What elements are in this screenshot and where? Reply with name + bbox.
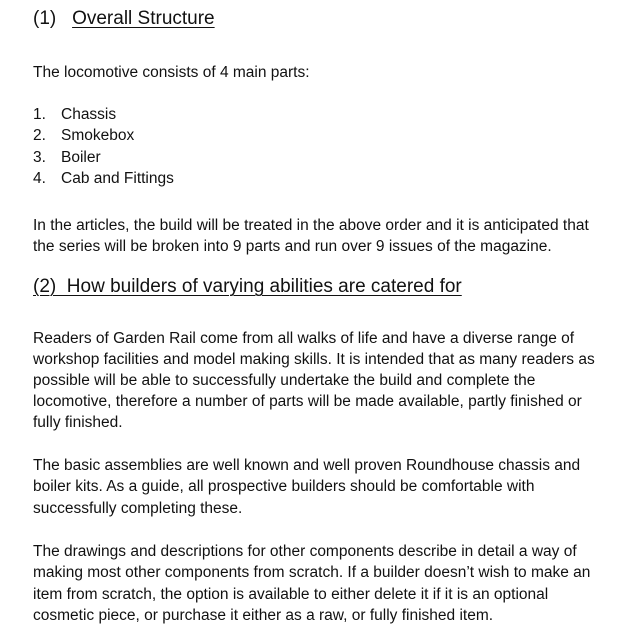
paragraph-line: locomotive, therefore a number of parts will be made available, partly finished or <box>33 393 582 410</box>
list-number: 1. <box>33 106 46 123</box>
list-label: Boiler <box>61 149 101 166</box>
list-number: 2. <box>33 127 46 144</box>
section-number: (1) <box>33 8 57 29</box>
list-item <box>33 104 116 126</box>
paragraph-line: successfully completing these. <box>33 500 243 517</box>
list-label: Smokebox <box>61 127 135 144</box>
paragraph-line: workshop facilities and model making skills. It is intended that as many readers as <box>33 351 595 368</box>
section-title: (2) How builders of varying abilities are catered for <box>33 276 462 297</box>
section-title: Overall Structure <box>72 8 215 29</box>
list-number: 3. <box>33 149 46 166</box>
paragraph-line: making most other components from scratch. If a builder doesn’t wish to make an <box>33 564 591 581</box>
paragraph-line: In the articles, the build will be treated in the above order and it is anticipated that <box>33 217 589 234</box>
section-2-heading <box>33 276 462 298</box>
list-item <box>33 147 101 169</box>
list-item <box>33 168 174 190</box>
list-label: Cab and Fittings <box>61 170 174 187</box>
list-label: Chassis <box>61 106 117 123</box>
section-1-heading <box>33 8 215 30</box>
paragraph-line: The drawings and descriptions for other components describe in detail a way of <box>33 543 577 560</box>
paragraph-line: Readers of Garden Rail come from all walks of life and have a diverse range of <box>33 330 575 347</box>
paragraph-line: item from scratch, the option is available to either delete it if it is an optional <box>33 586 549 603</box>
list-item <box>33 125 134 147</box>
paragraph-line: The basic assemblies are well known and well proven Roundhouse chassis and <box>33 457 581 474</box>
intro-text: The locomotive consists of 4 main parts: <box>33 64 310 81</box>
list-number: 4. <box>33 170 46 187</box>
paragraph-line: fully finished. <box>33 414 123 431</box>
paragraph-line: the series will be broken into 9 parts and run over 9 issues of the magazine. <box>33 238 552 255</box>
paragraph-line: possible will be able to successfully undertake the build and complete the <box>33 372 536 389</box>
paragraph-line: cosmetic piece, or purchase it either as a raw, or fully finished item. <box>33 607 494 624</box>
paragraph-line: boiler kits. As a guide, all prospective builders should be comfortable with <box>33 478 535 495</box>
